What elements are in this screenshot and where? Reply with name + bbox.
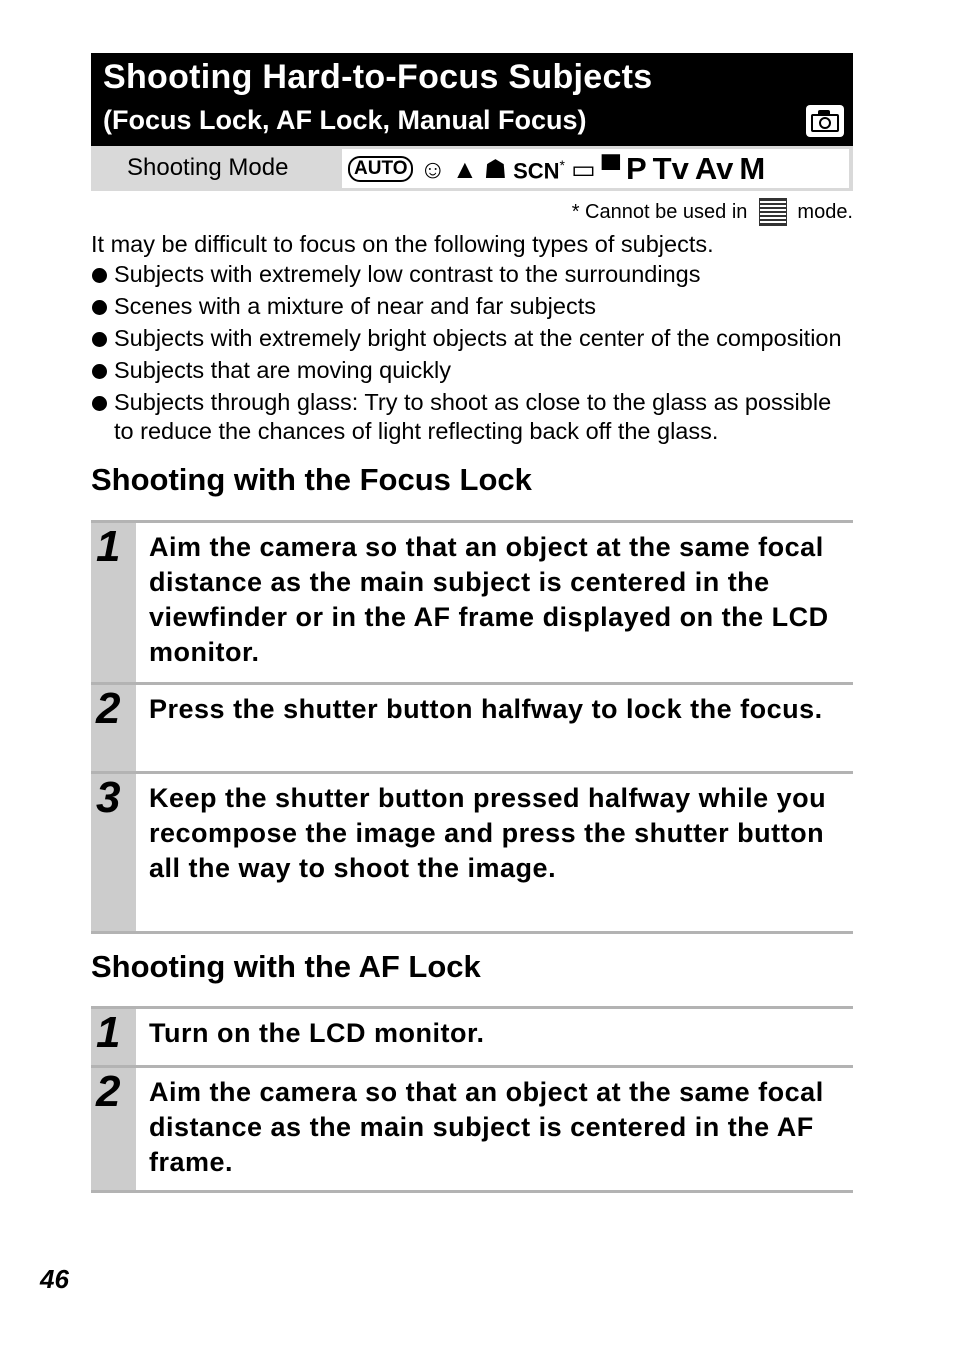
bullet-icon [92, 332, 107, 347]
list-item [91, 356, 842, 385]
step-number-column [91, 523, 136, 682]
list-item-continuation: to reduce the chances of light reflecting back off the glass. [114, 418, 719, 444]
intro-text: It may be difficult to focus on the following types of subjects. [91, 231, 714, 257]
note-suffix: mode. [797, 200, 853, 223]
stitch-assist-mode-icon: ▭ [570, 153, 596, 184]
list-item [91, 260, 842, 289]
list-item-text: Subjects with extremely bright objects at the center of the composition [114, 325, 842, 351]
title-banner [91, 53, 853, 146]
scn-asterisk: * [559, 157, 565, 174]
step-number: 2 [96, 1067, 121, 1116]
mode-note [572, 198, 853, 226]
step [91, 1006, 853, 1065]
av-mode-icon: Av [694, 150, 734, 186]
bullet-icon [92, 300, 107, 315]
page-subtitle: (Focus Lock, AF Lock, Manual Focus) [103, 105, 587, 135]
step-number-column [91, 1068, 136, 1190]
section-title-focus-lock: Shooting with the Focus Lock [91, 462, 532, 497]
page-number: 46 [40, 1264, 69, 1294]
step-number: 1 [96, 522, 121, 571]
step-text: Aim the camera so that an object at the same focal distance as the main subject is centered in the AF frame. [149, 1077, 824, 1177]
list-item-text: Subjects that are moving quickly [114, 357, 451, 383]
focus-lock-steps [91, 520, 853, 934]
page-title: Shooting Hard-to-Focus Subjects [103, 58, 653, 96]
step-text: Aim the camera so that an object at the same focal distance as the main subject is centered in the viewfinder or in the AF frame displayed on the LCD monitor. [149, 532, 829, 667]
stitch-assist-icon [759, 198, 787, 226]
af-lock-steps [91, 1006, 853, 1193]
shooting-mode-label: Shooting Mode [127, 154, 289, 181]
scn-mode-icon [513, 150, 565, 186]
note-prefix: * Cannot be used in [571, 200, 748, 223]
camera-icon [806, 105, 844, 137]
list-item [91, 292, 842, 321]
step-number: 2 [96, 684, 121, 733]
step [91, 520, 853, 682]
movie-mode-icon: ▀ [601, 153, 620, 184]
list-item [91, 388, 842, 446]
list-item-text: Subjects with extremely low contrast to the surroundings [114, 261, 701, 287]
step-number-column [91, 685, 136, 771]
tv-mode-icon: Tv [652, 150, 689, 186]
list-item [91, 324, 842, 353]
bullet-icon [92, 268, 107, 283]
step-text: Keep the shutter button pressed halfway while you recompose the image and press the shutter button all the way to shoot the image. [149, 783, 827, 883]
scn-label: SCN [513, 158, 560, 184]
step [91, 771, 853, 934]
mode-icons [342, 149, 849, 188]
section-title-af-lock: Shooting with the AF Lock [91, 949, 481, 984]
step-number-column [91, 1009, 136, 1065]
bullet-icon [92, 364, 107, 379]
list-item-text: Scenes with a mixture of near and far subjects [114, 293, 596, 319]
step-number: 1 [96, 1008, 121, 1057]
program-mode-icon: P [625, 150, 647, 186]
step [91, 1065, 853, 1193]
shooting-mode-row [91, 146, 853, 191]
step-text: Turn on the LCD monitor. [149, 1018, 485, 1048]
landscape-mode-icon: ▲ [452, 153, 478, 184]
auto-mode-icon: AUTO [348, 156, 413, 182]
bullet-icon [92, 396, 107, 411]
step [91, 682, 853, 771]
step-number: 3 [96, 773, 121, 822]
night-snapshot-mode-icon: ☗ [483, 153, 508, 184]
portrait-mode-icon: ☺ [419, 153, 447, 184]
step-number-column [91, 774, 136, 931]
step-text: Press the shutter button halfway to lock the focus. [149, 694, 823, 724]
manual-mode-icon: M [739, 150, 766, 186]
subject-list [91, 260, 842, 449]
list-item-text: Subjects through glass: Try to shoot as close to the glass as possible [114, 389, 832, 415]
